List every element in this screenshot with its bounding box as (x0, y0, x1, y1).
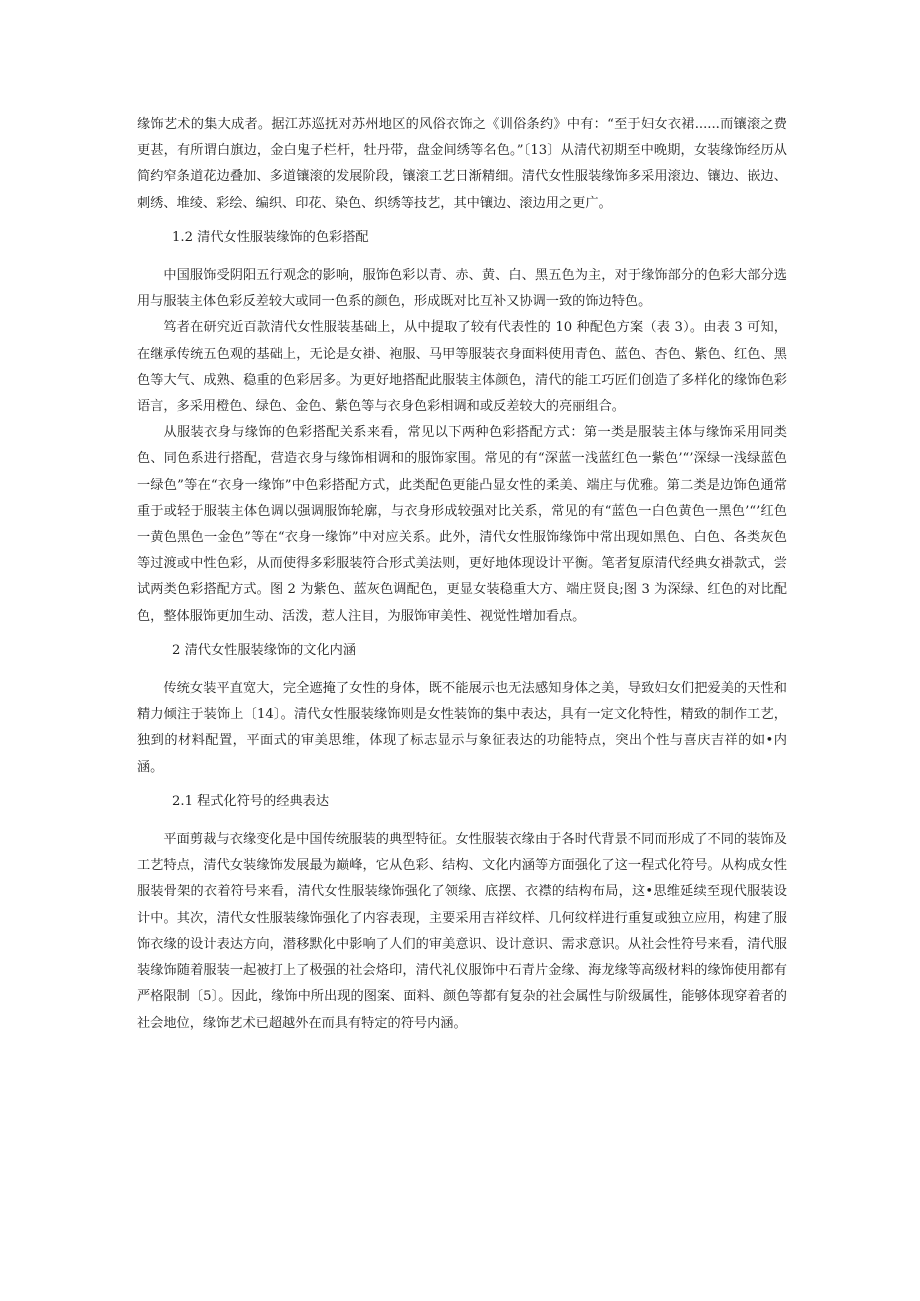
document-page (137, 112, 787, 1037)
section-heading-1-2: 1.2 清代女性服装缘饰的色彩搭配 (172, 229, 369, 245)
paragraph-embroidery-history: 缘饰艺术的集大成者。据江苏巡抚对苏州地区的风俗衣饰之《训俗条约》中有：“至于妇女衣裙......而镶滚之费更甚，有所谓白旗边，金白鬼子栏杆，牡丹带，盘金间绣等名色。”〔13〕从清代初期至中晚期，女装缘饰经历从简约窄条道花边叠加、多道镶滚的发展阶段，镶滚工艺日渐精细。清代女性服装缘饰多采用滚边、镶边、嵌边、刺绣、堆绫、彩绘、编织、印花、染色、织绣等技艺，其中镶边、滚边用之更广。 (137, 117, 787, 211)
paragraph-color-matching: 从服装衣身与缘饰的色彩搭配关系来看，常见以下两种色彩搭配方式：第一类是服装主体与缘饰采用同类色、同色系进行搭配，营造衣身与缘饰相调和的服饰家围。常见的有“深蓝一浅蓝红色一紫色’“’深绿一浅绿蓝色一绿色”等在“衣身一缘饰”中色彩搭配方式，此类配色更能凸显女性的柔美、端庄与优雅。第二类是边饰色通常重于或轻于服装主体色调以强调服饰轮廓，与衣身形成较强对比关系，常见的有“蓝色一白色黄色一黑色’“’红色一黄色黑色一金色”等在“衣身一缘饰”中对应关系。此外，清代女性服饰缘饰中常出现如黑色、白色、各类灰色等过渡或中性色彩，从而使得多彩服装符合形式美法则，更好地体现设计平衡。笔者复原清代经典女褂款式，尝试两类色彩搭配方式。图 2 为紫色、蓝灰色调配色，更显女装稳重大方、端庄贤良;图 3 为深绿、红色的对比配色，整体服饰更加生动、活泼，惹人注目，为服饰审美性、视觉性增加看点。 (137, 425, 787, 624)
paragraph-cultural-meaning: 传统女装平直宽大，完全遮掩了女性的身体，既不能展示也无法感知身体之美，导致妇女们把爱美的天性和精力倾注于装饰上〔14〕。清代女性服装缘饰则是女性装饰的集中表达，具有一定文化特性，精致的制作工艺，独到的材料配置，平面式的审美思维，体现了标志显示与象征表达的功能特点，突出个性与喜庆吉祥的如•内涵。 (137, 681, 787, 775)
paragraph-five-colors: 中国服饰受阴阳五行观念的影响，服饰色彩以青、赤、黄、白、黑五色为主，对于缘饰部分的色彩大部分选用与服装主体色彩反差较大或同一色系的颜色，形成既对比互补又协调一致的饰边特色。 (137, 268, 787, 310)
section-heading-2-1: 2.1 程式化符号的经典表达 (172, 793, 330, 809)
paragraph-color-schemes: 笃者在研究近百款清代女性服装基础上，从中提取了较有代表性的 10 种配色方案（表 3）。由表 3 可知，在继承传统五色观的基础上，无论是女褂、袍服、马甲等服装衣身面料使用青色、蓝色、杏色、紫色、红色、黑色等大气、成熟、稳重的色彩居多。为更好地搭配此服装主体颜色，清代的能工巧匠们创造了多样化的缘饰色彩语言，多采用橙色、绿色、金色、紫色等与衣身色彩相调和或反差较大的亮丽组合。 (137, 320, 787, 415)
section-heading-2: 2 清代女性服装缘饰的文化内涵 (172, 642, 357, 658)
paragraph-symbol-expression: 平面剪裁与衣缘变化是中国传统服装的典型特征。女性服装衣缘由于各时代背景不同而形成了不同的装饰及工艺特点，清代女装缘饰发展最为巅峰，它从色彩、结构、文化内涵等方面强化了这一程式化符号。从构成女性服装骨架的衣着符号来看，清代女性服装缘饰强化了领缘、底摆、衣襟的结构布局，这•思维延续至现代服装设计中。其次，清代女性服装缘饰强化了内容表现，主要采用吉祥纹样、几何纹样进行重复或独立应用，构建了服饰衣缘的设计表达方向，潜移默化中影响了人们的审美意识、设计意识、需求意识。从社会性符号来看，清代服装缘饰随着服装一起被打上了极强的社会烙印，清代礼仪服饰中石青片金缘、海龙缘等高级材料的缘饰使用都有严格限制〔5〕。因此，缘饰中所出现的图案、面料、颜色等都有复杂的社会属性与阶级属性，能够体现穿着者的社会地位，缘饰艺术已超越外在而具有特定的符号内涵。 (137, 832, 787, 1031)
